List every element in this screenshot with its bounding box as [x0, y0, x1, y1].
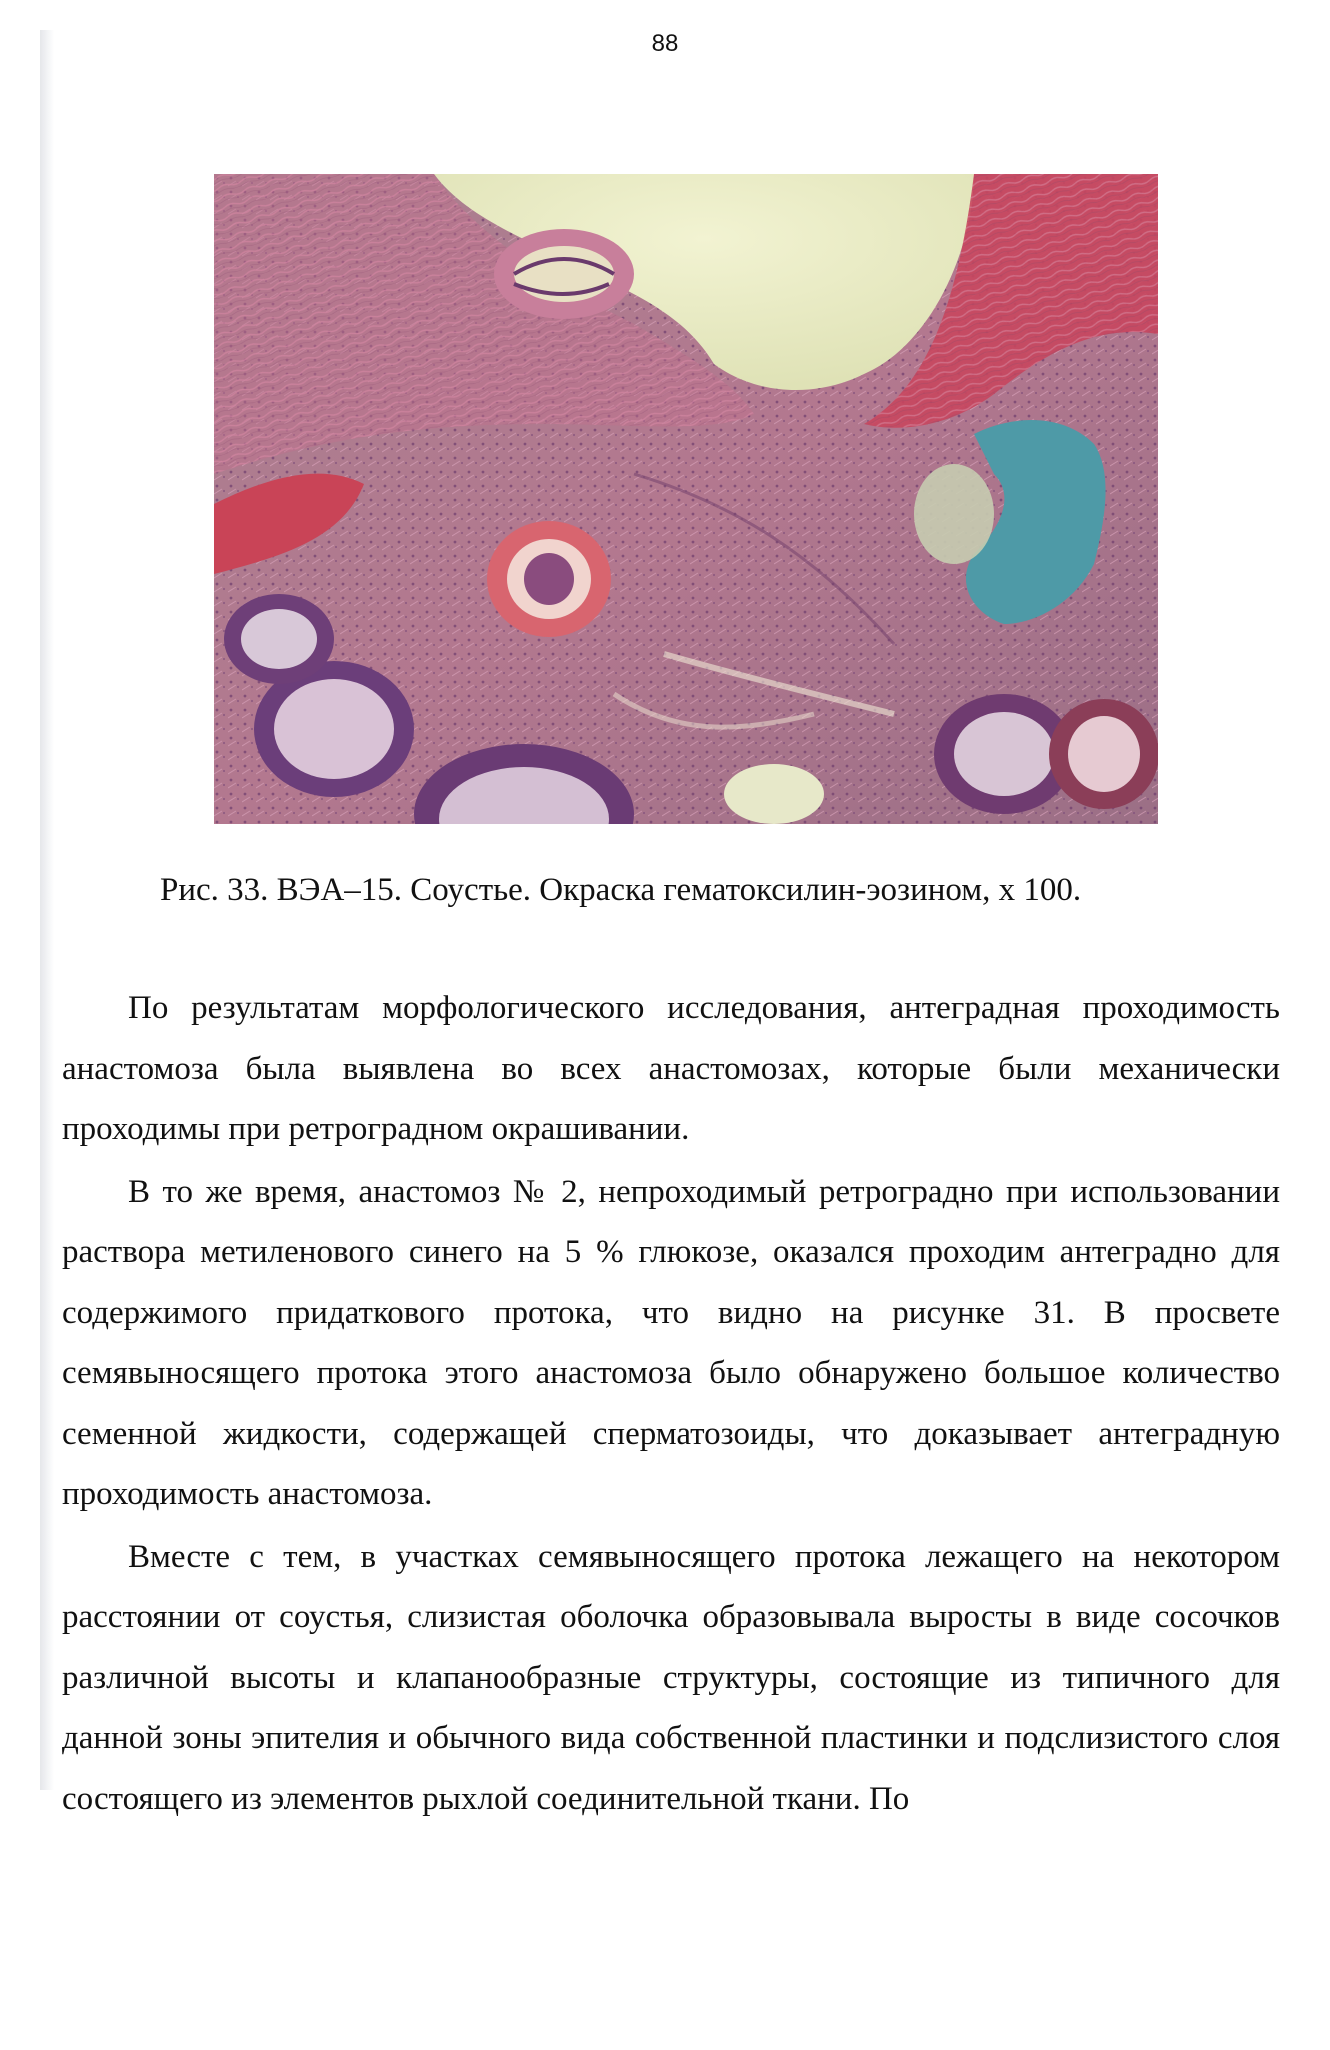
paragraph: По результатам морфологического исследования, антеградная проходимость анастомоза была выявлена во всех анастомозах, которые были механически проходимы при ретроградном окрашивании.	[62, 990, 1280, 1147]
micrograph-image	[214, 174, 1158, 824]
page-number: 88	[651, 30, 679, 57]
scan-edge-artifact	[40, 30, 54, 1790]
figure-caption: Рис. 33. ВЭА–15. Соустье. Окраска гематоксилин-эозином, х 100.	[160, 872, 1082, 908]
body-text	[62, 978, 1280, 1831]
paragraph: В то же время, анастомоз № 2, непроходимый ретроградно при использовании раствора метиленового синего на 5 % глюкозе, оказался проходим антеградно для содержимого придаткового протока, что видно на рисунке 31. В просвете семявыносящего протока этого анастомоза было обнаружено большое количество семенной жидкости, содержащей сперматозоиды, что доказывает антеградную проходимость анастомоза.	[62, 1173, 1280, 1512]
paragraph: Вместе с тем, в участках семявыносящего протока лежащего на некотором расстоянии от соустья, слизистая оболочка образовывала выросты в виде сосочков различной высоты и клапанообразные структуры, состоящие из типичного для данной зоны эпителия и обычного вида собственной пластинки и подслизистого слоя состоящего из элементов рыхлой соединительной ткани. По	[62, 1538, 1280, 1817]
histology-micrograph	[214, 174, 1158, 824]
